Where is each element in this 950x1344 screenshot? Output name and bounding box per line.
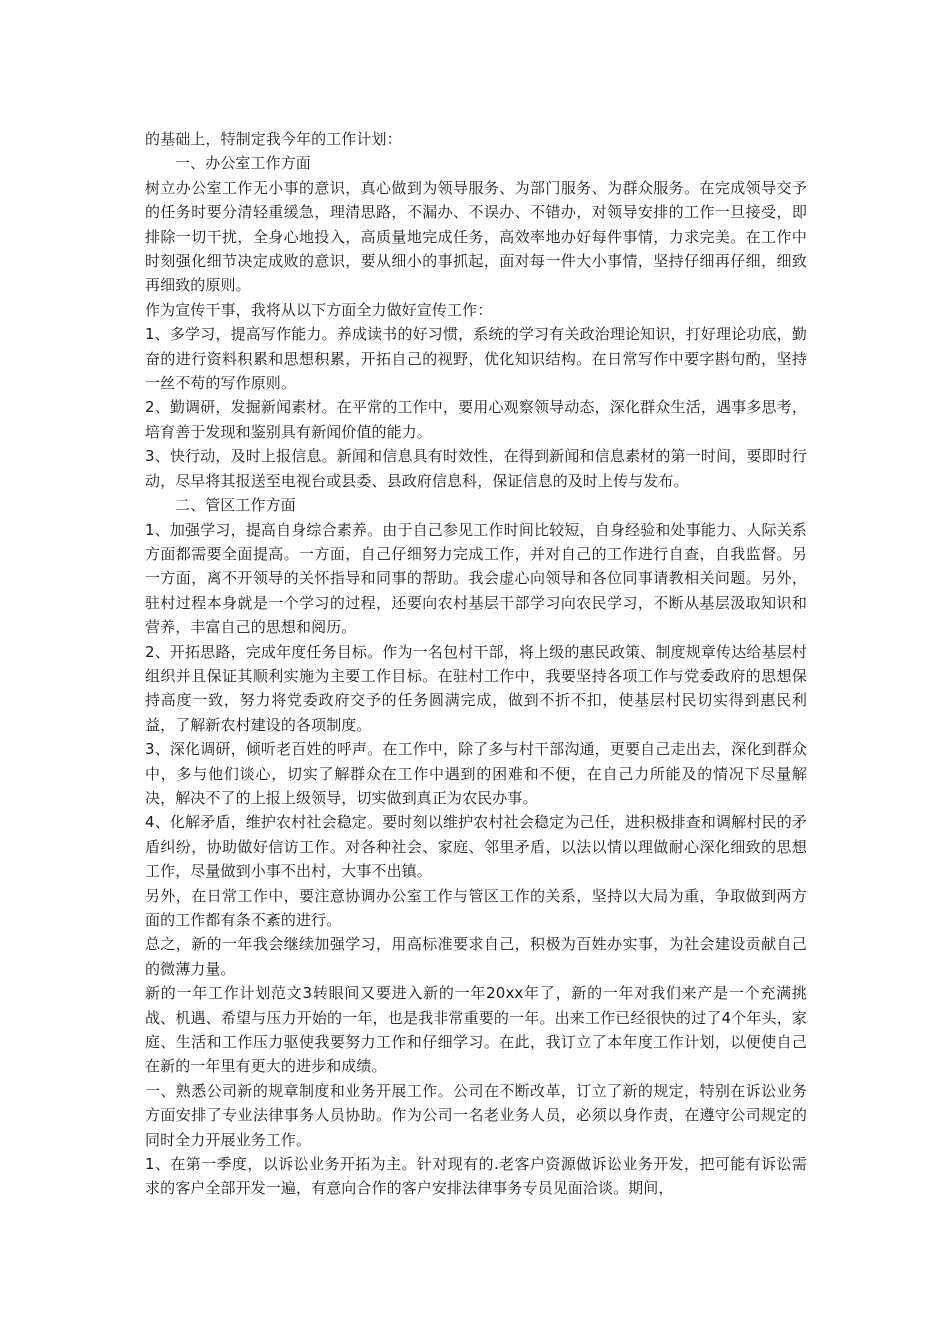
paragraph: 新的一年工作计划范文3转眼间又要进入新的一年20xx年了，新的一年对我们来产是一个充满挑战、机遇、希望与压力开始的一年，也是我非常重要的一年。出来工作已经很快的过了4个年头，家庭、生活和工作压力驱使我要努力工作和仔细学习。在此，我订立了本年度工作计划，以便使自己在新的一年里有更大的进步和成绩。 bbox=[145, 984, 807, 1076]
list-item: 1、在第一季度，以诉讼业务开拓为主。针对现有的.老客户资源做诉讼业务开发，把可能有诉讼需求的客户全部开发一遍，有意向合作的客户安排法律事务专员见面洽谈。期间， bbox=[145, 1155, 807, 1198]
paragraph: 作为宣传干事，我将从以下方面全力做好宣传工作： bbox=[145, 300, 493, 319]
list-item: 1、加强学习，提高自身综合素养。由于自己参见工作时间比较短，自身经验和处事能力、人际关系方面都需要全面提高。一方面，自己仔细努力完成工作，并对自己的工作进行自查，自我监督。另一方面，离不开领导的关怀指导和同事的帮助。我会虚心向领导和各位同事请教相关问题。另外，驻村过程本身就是一个学习的过程，还要向农村基层干部学习向农民学习，不断从基层汲取知识和营养，丰富自己的思想和阅历。 bbox=[145, 520, 807, 637]
list-item: 2、开拓思路，完成年度任务目标。作为一名包村干部，将上级的惠民政策、制度规章传达给基层村组织并且保证其顺利实施为主要工作目标。在驻村工作中，我要坚持各项工作与党委政府的思想保持高度一致，努力将党委政府交予的任务圆满完成，做到不折不扣，使基层村民切实得到惠民利益，了解新农村建设的各项制度。 bbox=[145, 642, 807, 734]
list-item: 3、快行动，及时上报信息。新闻和信息具有时效性，在得到新闻和信息素材的第一时间，要即时行动，尽早将其报送至电视台或县委、县政府信息科，保证信息的及时上传与发布。 bbox=[145, 447, 807, 490]
list-item: 1、多学习，提高写作能力。养成读书的好习惯，系统的学习有关政治理论知识，打好理论功底，勤奋的进行资料积累和思想积累，开拓自己的视野，优化知识结构。在日常写作中要字斟句酌，坚持一丝不苟的写作原则。 bbox=[145, 325, 807, 393]
list-item: 3、深化调研，倾听老百姓的呼声。在工作中，除了多与村干部沟通，更要自己走出去，深化到群众中，多与他们谈心，切实了解群众在工作中遇到的困难和不便，在自己力所能及的情况下尽量解决，解决不了的上报上级领导，切实做到真正为农民办事。 bbox=[145, 740, 807, 807]
paragraph: 树立办公室工作无小事的意识，真心做到为领导服务、为部门服务、为群众服务。在完成领导交予的任务时要分清轻重缓急，理清思路，不漏办、不误办、不错办，对领导安排的工作一旦接受，即排除一切干扰，全身心地投入，高质量地完成任务，高效率地办好每件事情，力求完美。在工作中时刻强化细节决定成败的意识，要从细小的事抓起，面对每一件大小事情，坚持仔细再仔细，细致再细致的原则。 bbox=[145, 178, 807, 295]
list-item: 2、勤调研，发掘新闻素材。在平常的工作中，要用心观察领导动态，深化群众生活，遇事多思考，培育善于发现和鉴别具有新闻价值的能力。 bbox=[145, 398, 807, 441]
paragraph: 一、熟悉公司新的规章制度和业务开展工作。公司在不断改革，订立了新的规定，特别在诉讼业务方面安排了专业法律事务人员协助。作为公司一名老业务人员，必须以身作责，在遵守公司规定的同时全力开展业务工作。 bbox=[145, 1081, 807, 1149]
section-heading-office: 一、办公室工作方面 bbox=[175, 154, 311, 173]
paragraph: 总之，新的一年我会继续加强学习，用高标准要求自己，积极为百姓办实事，为社会建设贡献自己的微薄力量。 bbox=[145, 935, 807, 978]
document-body bbox=[145, 127, 807, 1201]
paragraph: 另外，在日常工作中，要注意协调办公室工作与管区工作的关系，坚持以大局为重，争取做到两方面的工作都有条不紊的进行。 bbox=[145, 886, 807, 929]
list-item: 4、化解矛盾，维护农村社会稳定。要时刻以维护农村社会稳定为己任，进积极排查和调解村民的矛盾纠纷，协助做好信访工作。对各种社会、家庭、邻里矛盾，以法以情以理做耐心深化细致的思想工作，尽量做到小事不出村，大事不出镇。 bbox=[145, 813, 807, 881]
section-heading-district: 二、管区工作方面 bbox=[175, 496, 296, 515]
paragraph: 的基础上，特制定我今年的工作计划： bbox=[145, 130, 402, 148]
